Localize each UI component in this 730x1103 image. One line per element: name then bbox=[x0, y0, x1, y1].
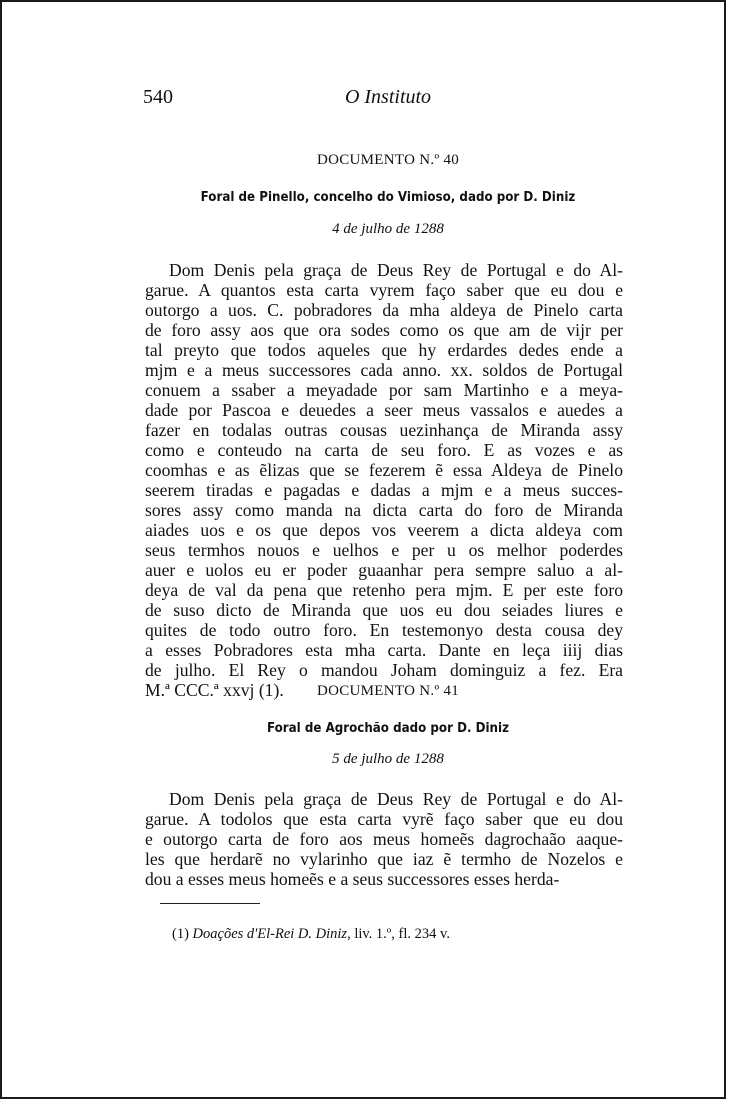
footnote-source: Doações d'El-Rei D. Diniz, bbox=[192, 926, 351, 942]
text-line: de julho. El Rey o mandou Joham dominguiz a fez. Era bbox=[145, 660, 623, 680]
text-line: mjm e a meus successores cada anno. xx. soldos de Portugal bbox=[145, 360, 623, 380]
running-title: O Instituto bbox=[344, 86, 432, 108]
text-line: sores assy como manda na dicta carta do foro de Miranda bbox=[145, 500, 623, 520]
document-41-text bbox=[145, 789, 623, 889]
footnote bbox=[172, 926, 450, 943]
text-line: les que herdarẽ no vylarinho que iaz ẽ termho de Nozelos e bbox=[145, 849, 623, 869]
document-41-title: Foral de Agrochão dado por D. Diniz bbox=[267, 720, 509, 736]
footnote-divider bbox=[160, 903, 260, 904]
document-40-text bbox=[145, 260, 623, 700]
text-line: de foro assy aos que ora sodes como os que am de vijr per bbox=[145, 320, 623, 340]
text-line: e outorgo carta de foro aos meus homeẽs dagrochaão aaque- bbox=[145, 829, 623, 849]
text-line: coomhas e as ẽlizas que se fezerem ẽ essa Aldeya de Pinelo bbox=[145, 460, 623, 480]
text-line: dade por Pascoa e deuedes a seer meus vassalos e auedes a bbox=[145, 400, 623, 420]
text-line: fazer en todalas outras cousas uezinhança de Miranda assy bbox=[145, 420, 623, 440]
page-number: 540 bbox=[143, 86, 173, 108]
text-line: quites de todo outro foro. En testemonyo desta cousa dey bbox=[145, 620, 623, 640]
text-line: de suso dicto de Miranda que uos eu dou seiades liures e bbox=[145, 600, 623, 620]
footnote-reference: liv. 1.º, fl. 234 v. bbox=[354, 926, 450, 942]
text-line: auer e uolos eu er poder guaanhar pera sempre saluo a al- bbox=[145, 560, 623, 580]
text-line: garue. A quantos esta carta vyrem faço saber que eu dou e bbox=[145, 280, 623, 300]
text-line: deya de val da pena que retenho pera mjm. E per este foro bbox=[145, 580, 623, 600]
text-line: tal preyto que todos aqueles que hy erdardes dedes ende a bbox=[145, 340, 623, 360]
document-40-heading: DOCUMENTO N.º 40 bbox=[316, 152, 460, 168]
page-header bbox=[143, 86, 633, 112]
document-41-heading: DOCUMENTO N.º 41 bbox=[316, 683, 460, 699]
text-line: Dom Denis pela graça de Deus Rey de Portugal e do Al- bbox=[169, 789, 623, 809]
text-line: seerem tiradas e pagadas e dadas a mjm e a meus succes- bbox=[145, 480, 623, 500]
document-41-date: 5 de julho de 1288 bbox=[332, 751, 444, 767]
text-line: conuem a ssaber a meyadade por sam Martinho e a meya- bbox=[145, 380, 623, 400]
text-line: a esses Pobradores esta mha carta. Dante en leça iiij dias bbox=[145, 640, 623, 660]
document-40-date: 4 de julho de 1288 bbox=[332, 221, 444, 237]
text-line: dou a esses meus homeẽs e a seus successores esses herda- bbox=[145, 869, 560, 889]
document-40-title: Foral de Pinello, concelho do Vimioso, dado por D. Diniz bbox=[200, 189, 576, 205]
text-line: outorgo a uos. C. pobradores da mha aldeya de Pinelo carta bbox=[145, 300, 623, 320]
text-line: seus termhos nouos e uelhos e per u os melhor poderdes bbox=[145, 540, 623, 560]
text-line: M.ª CCC.ª xxvj (1). bbox=[145, 680, 284, 700]
text-line: garue. A todolos que esta carta vyrẽ faço saber que eu dou bbox=[145, 809, 623, 829]
footnote-marker: (1) bbox=[172, 926, 189, 942]
text-line: como e conteudo na carta de seu foro. E as vozes e as bbox=[145, 440, 623, 460]
text-line: Dom Denis pela graça de Deus Rey de Portugal e do Al- bbox=[169, 260, 623, 280]
text-line: aiades uos e os que depos vos veerem a dicta aldeya com bbox=[145, 520, 623, 540]
